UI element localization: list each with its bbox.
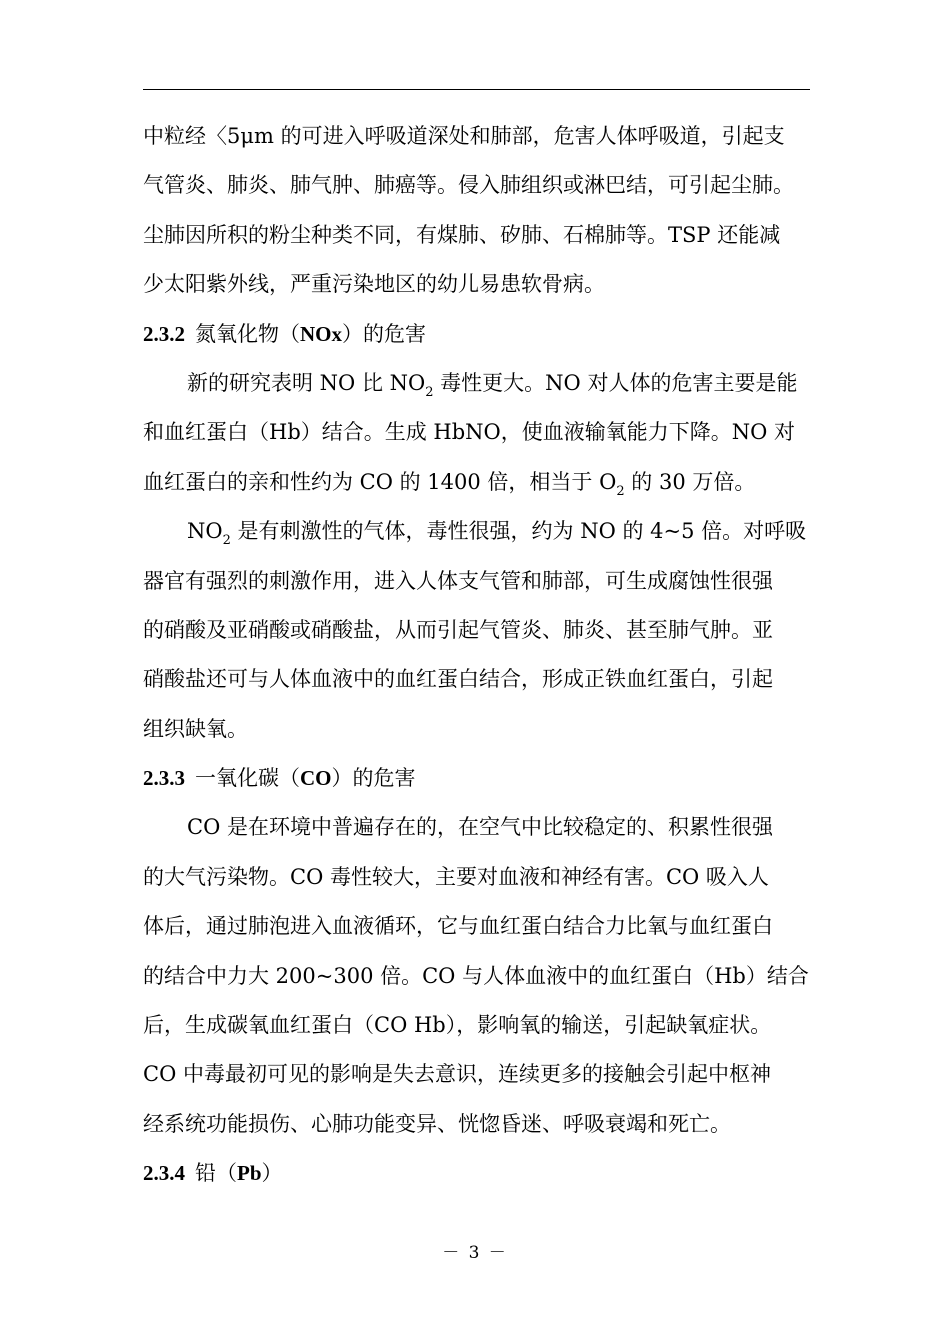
text-segment: 毒性更大。NO 对人体的危害主要是能 <box>433 370 798 395</box>
text-line: 的大气污染物。CO 毒性较大，主要对血液和神经有害。CO 吸入人 <box>143 864 769 889</box>
paragraph-tsp-effects <box>143 112 813 310</box>
text-line: 中粒经〈5μm 的可进入呼吸道深处和肺部，危害人体呼吸道，引起支 <box>143 124 785 148</box>
text-line: 和血红蛋白（Hb）结合。生成 HbNO，使血液输氧能力下降。NO 对 <box>143 420 796 445</box>
section-heading-2-3-3 <box>143 754 813 803</box>
subscript: 2 <box>616 483 625 499</box>
text-line: 的硝酸及亚硝酸或硝酸盐，从而引起气管炎、肺炎、甚至肺气肿。亚 <box>143 617 773 642</box>
text-line: 尘肺因所积的粉尘种类不同，有煤肺、矽肺、石棉肺等。TSP 还能减 <box>143 222 781 247</box>
text-line: 气管炎、肺炎、肺气肿、肺癌等。侵入肺组织或淋巴结，可引起尘肺。 <box>143 173 794 198</box>
header-rule <box>143 89 810 90</box>
text-line: 硝酸盐还可与人体血液中的血红蛋白结合，形成正铁血红蛋白，引起 <box>143 667 773 692</box>
text-segment: NO <box>187 519 223 544</box>
section-heading-2-3-2 <box>143 310 813 359</box>
text-line <box>143 507 813 556</box>
section-heading-2-3-4 <box>143 1149 813 1198</box>
section-title-bold: Pb <box>237 1161 262 1186</box>
section-title-bold: NOx <box>300 321 342 346</box>
text-line: 少太阳紫外线，严重污染地区的幼儿易患软骨病。 <box>143 272 605 297</box>
section-title-suffix: ） <box>261 1161 283 1186</box>
text-segment: 是有刺激性的气体，毒性很强，约为 NO 的 4~5 倍。对呼吸 <box>230 519 807 544</box>
text-segment: 血红蛋白的亲和性约为 CO 的 1400 倍，相当于 O <box>143 469 617 494</box>
section-number: 2.3.2 <box>143 321 185 346</box>
paragraph-co-effects <box>143 803 813 1149</box>
text-line <box>143 359 813 408</box>
text-line: 体后，通过肺泡进入血液循环，它与血红蛋白结合力比氧与血红蛋白 <box>143 914 773 939</box>
page-content <box>143 112 813 1199</box>
section-title-prefix: 一氧化碳（ <box>195 766 300 791</box>
text-line <box>143 458 813 507</box>
text-line: 器官有强烈的刺激作用，进入人体支气管和肺部，可生成腐蚀性很强 <box>143 568 773 593</box>
section-number: 2.3.4 <box>143 1161 185 1186</box>
text-line: 经系统功能损伤、心肺功能变异、恍惚昏迷、呼吸衰竭和死亡。 <box>143 1111 731 1136</box>
section-title-prefix: 铅（ <box>195 1161 237 1186</box>
section-title-bold: CO <box>300 766 332 791</box>
text-segment: 的 30 万倍。 <box>624 469 756 494</box>
section-title-suffix: ）的危害 <box>342 321 426 346</box>
subscript: 2 <box>425 384 434 400</box>
text-segment: 新的研究表明 NO 比 NO <box>187 370 426 395</box>
paragraph-no2-effects <box>143 507 813 754</box>
subscript: 2 <box>222 533 231 549</box>
section-number: 2.3.3 <box>143 766 185 791</box>
section-title-suffix: ）的危害 <box>331 766 416 791</box>
text-line: CO 中毒最初可见的影响是失去意识，连续更多的接触会引起中枢神 <box>143 1062 771 1087</box>
text-line: 后，生成碳氧血红蛋白（CO Hb），影响氧的输送，引起缺氧症状。 <box>143 1013 772 1038</box>
text-line: 的结合中力大 200~300 倍。CO 与人体血液中的血红蛋白（Hb）结合 <box>143 963 809 988</box>
text-line: 组织缺氧。 <box>143 716 248 741</box>
paragraph-no-toxicity <box>143 359 813 507</box>
section-title-prefix: 氮氧化物（ <box>195 321 300 346</box>
text-line: CO 是在环境中普遍存在的，在空气中比较稳定的、积累性很强 <box>187 815 773 840</box>
page-number: － 3 － <box>442 1243 508 1263</box>
